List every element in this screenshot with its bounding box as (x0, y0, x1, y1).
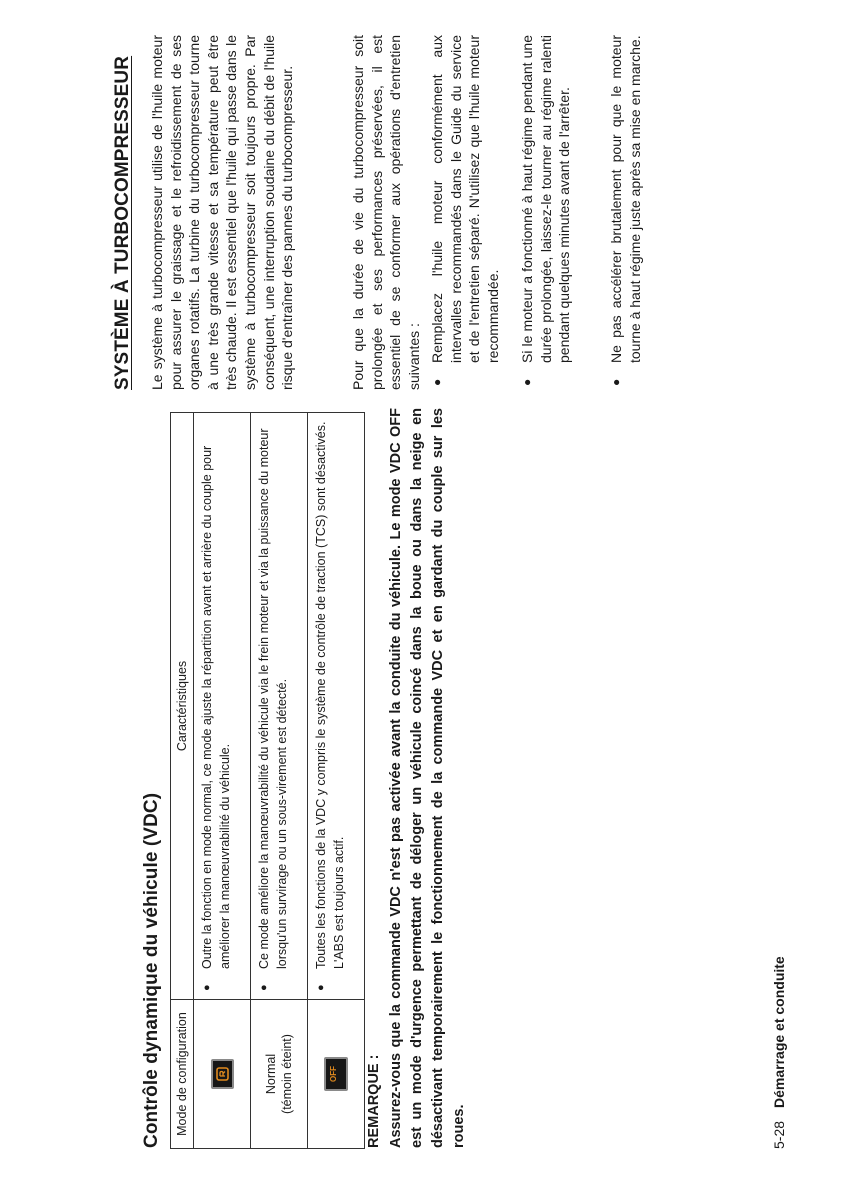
mode-label: Normal (264, 1053, 278, 1095)
table-row (194, 413, 251, 1149)
bullet-icon: ● (430, 378, 444, 386)
table-row (308, 413, 365, 1149)
list-item (607, 35, 644, 390)
bullet-icon: ● (520, 378, 534, 386)
vdc-off-icon-text: OFF (329, 1066, 338, 1082)
bullet-icon: ● (609, 378, 623, 386)
characteristics-cell (251, 413, 308, 1000)
page-number: 5-28 (771, 1120, 787, 1149)
mode-cell (194, 1000, 251, 1149)
vdc-modes-table (170, 412, 365, 1149)
characteristics-cell (194, 413, 251, 1000)
list-item-text: Remplacez l'huile moteur conformément aux intervalles recommandés dans le Guide du service et de l'entretien séparé. N'utilisez que l'huile moteur recommandée. (429, 35, 501, 363)
vdc-section-title: Contrôle dynamique du véhicule (VDC) (141, 792, 162, 1148)
turbo-paragraph: Le système à turbocompresseur utilise de l'huile moteur pour assurer le graissage et le refroidissement de ses organes rotatifs. La turbine du turbocompresseur tourne à une très grande vitesse et sa température peut être très chaude. Il est essentiel que l'huile qui passe dans le système à turbocompresseur soit toujours propre. Par conséquent, une interruption soudaine du débit de l'huile risque d'entraîner des pannes du turbocompresseur. (149, 35, 296, 390)
table-row (251, 413, 308, 1149)
turbo-paragraph: Pour que la durée de vie du turbocompresseur soit prolongée et ses performances préservées, il est essentiel de se conformer aux opérations d'entretien suivantes : (350, 35, 422, 390)
mode-sublabel: (témoin éteint) (280, 1034, 294, 1114)
vdc-indicator-icon (211, 1059, 234, 1089)
mode-cell (251, 1000, 308, 1149)
characteristics-text: Outre la fonction en mode normal, ce mode ajuste la répartition avant et arrière du couple pour améliorer la manœuvrabilité du véhicule. (200, 445, 232, 969)
turbo-section-title: SYSTÈME À TURBOCOMPRESSEUR (112, 55, 133, 390)
list-item-text: Ne pas accélérer brutalement pour que le moteur tourne à haut régime juste après sa mise en marche. (608, 35, 643, 363)
note-body: Assurez-vous que la commande VDC n'est pas activée avant la conduite du véhicule. Le mode VDC OFF est un mode d'urgence permettant de déloger un véhicule coincé dans la boue ou dans la neige en désactivant temporairement le fonctionnement de la commande VDC et en gardant du couple sur les roues. (388, 408, 467, 1148)
list-item-text: Si le moteur a fonctionné à haut régime pendant une durée prolongée, laissez-le tourner au régime ralenti pendant quelques minutes avant de l'arrêter. (519, 35, 573, 363)
list-item (428, 35, 502, 390)
note-heading: REMARQUE : (366, 1054, 382, 1148)
footer-section-title: Démarrage et conduite (771, 956, 787, 1108)
bullet-icon: ● (315, 984, 327, 991)
list-item (518, 35, 574, 390)
table-header-characteristics: Caractéristiques (171, 413, 194, 1000)
characteristics-cell (308, 413, 365, 1000)
bullet-icon: ● (258, 984, 270, 991)
bullet-icon: ● (201, 984, 213, 991)
characteristics-text: Toutes les fonctions de la VDC y compris le système de contrôle de traction (TCS) sont désactivés. L'ABS est toujours actif. (314, 421, 346, 969)
table-header-row (171, 413, 194, 1149)
table-header-mode: Mode de configuration (171, 1000, 194, 1149)
mode-cell (308, 1000, 365, 1149)
characteristics-text: Ce mode améliore la manœuvrabilité du véhicule via le frein moteur et via la puissance du moteur lorsqu'un survirage ou un sous-virement est détecté. (257, 428, 289, 969)
vdc-off-indicator-icon (324, 1057, 348, 1091)
